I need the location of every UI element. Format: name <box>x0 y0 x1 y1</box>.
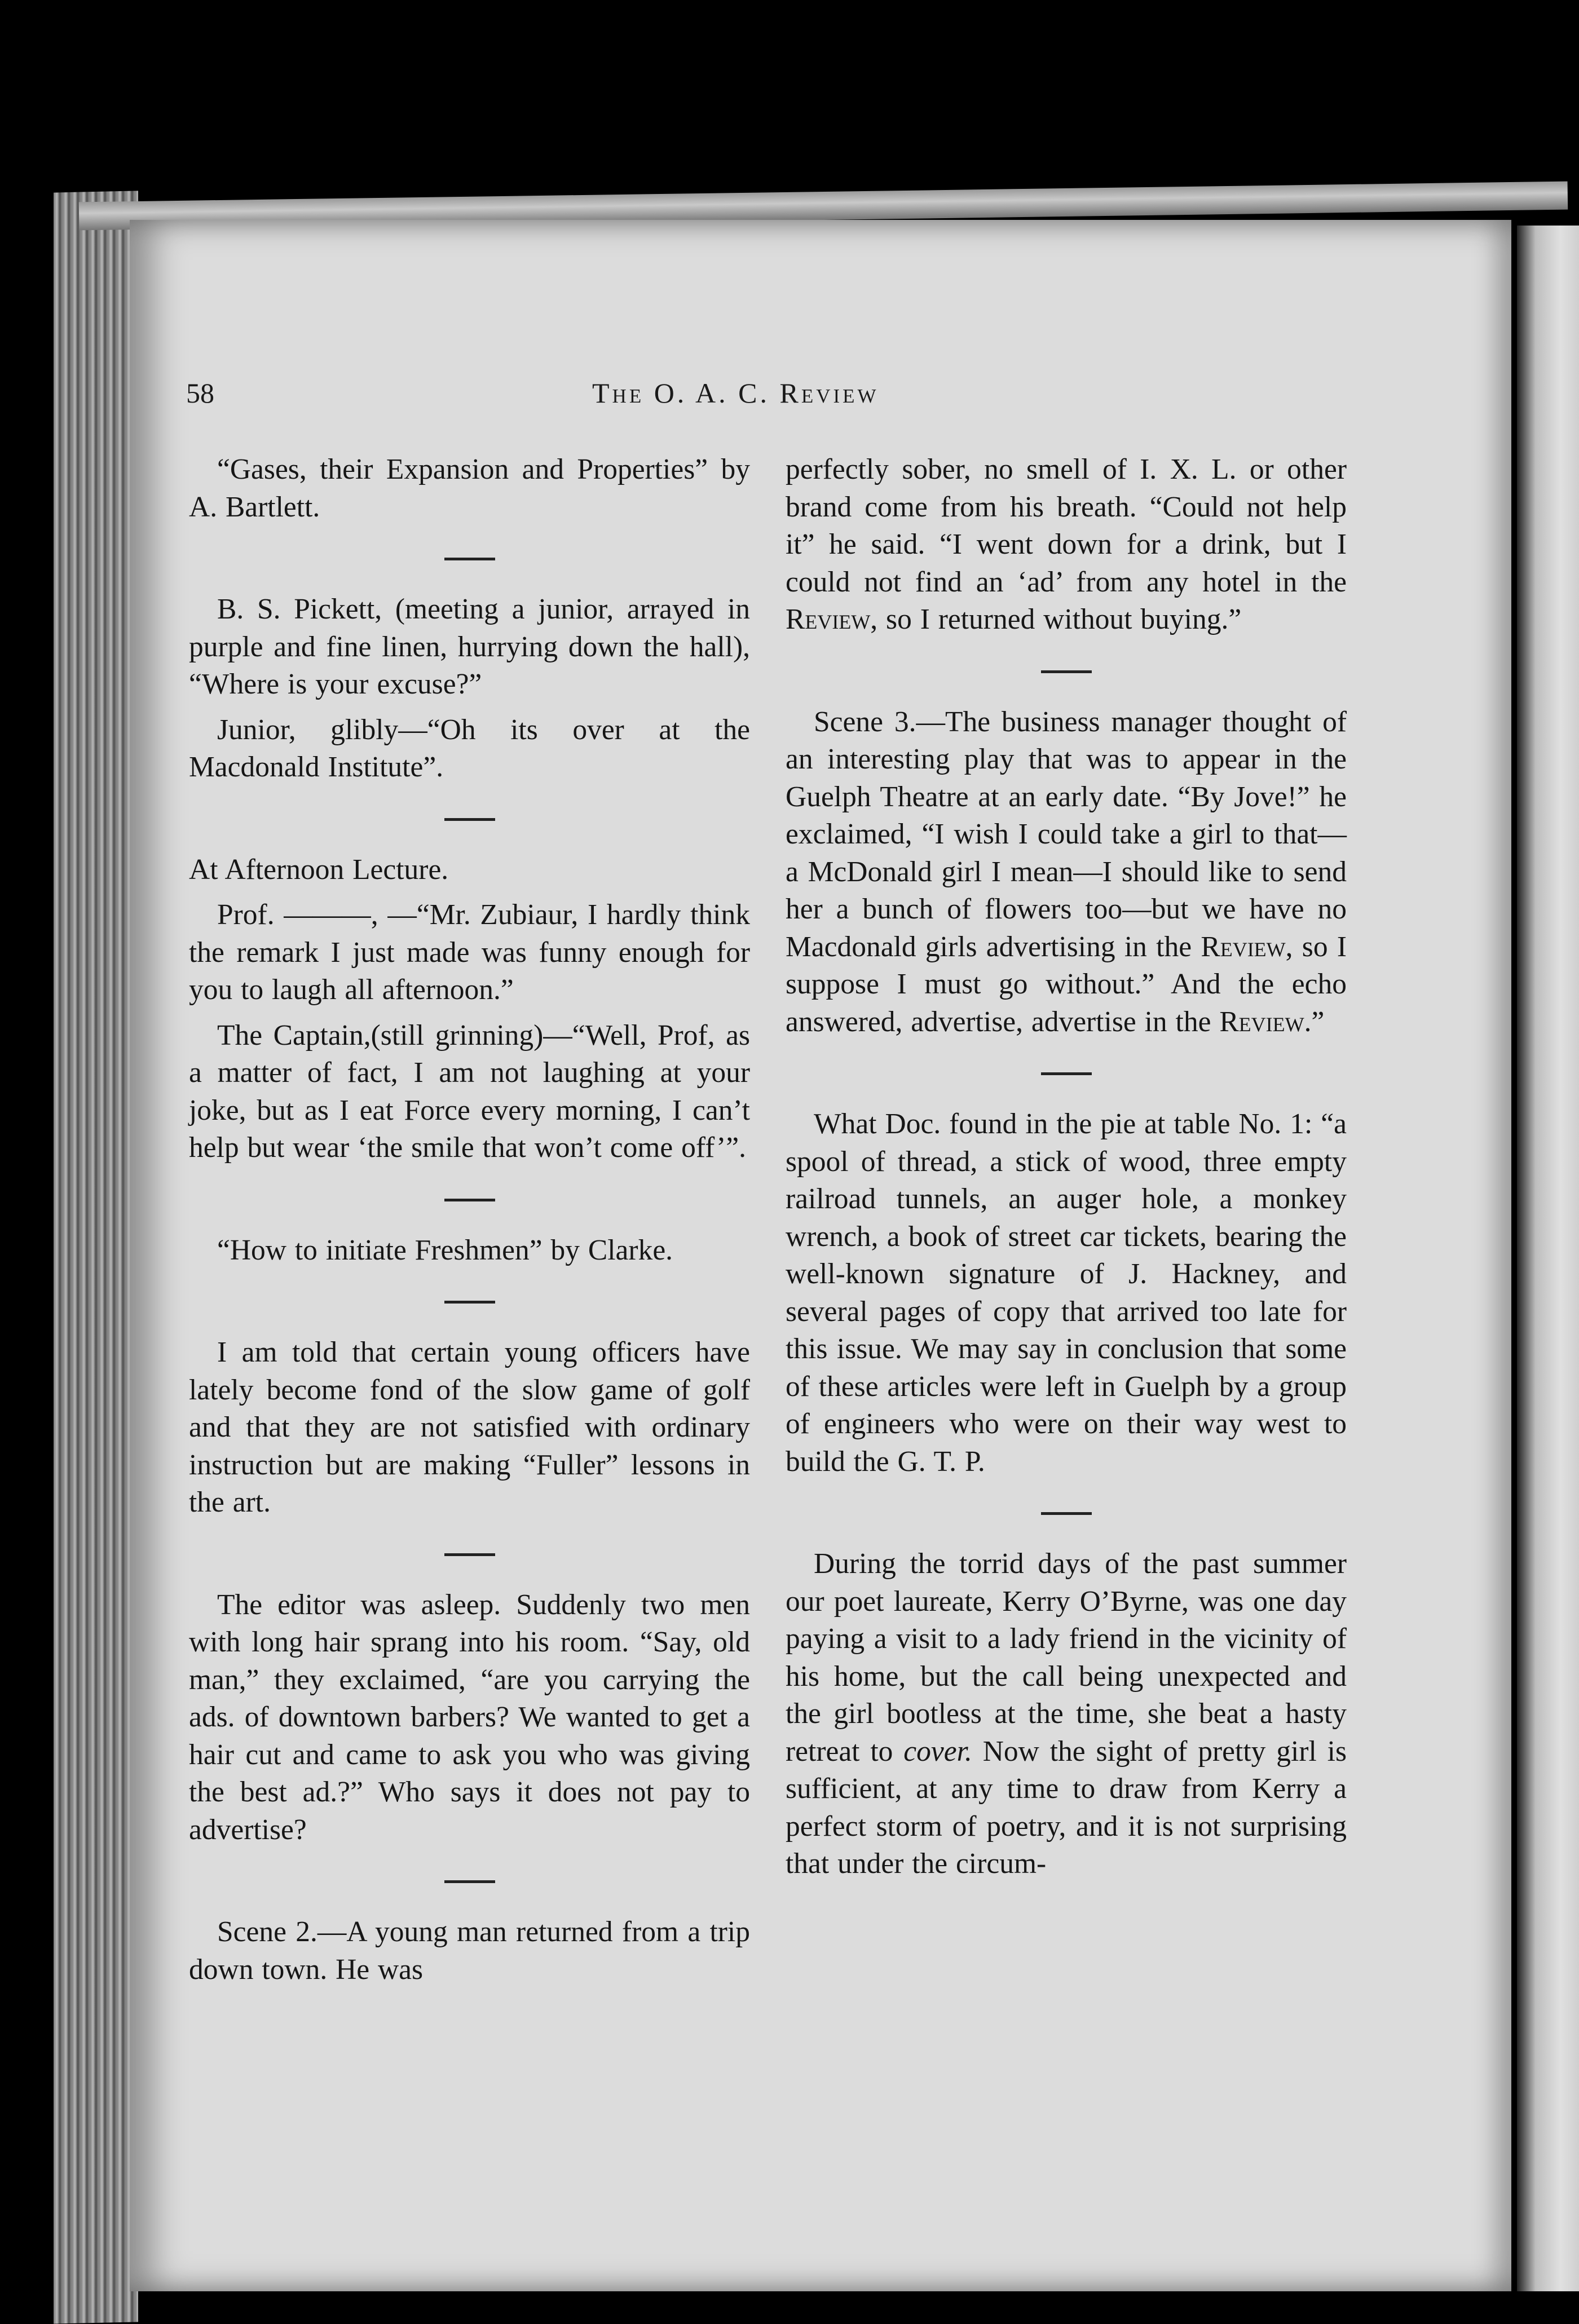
paragraph-prof: Prof. ———, —“Mr. Zubiaur, I hardly think the remark I just made was funny enough for you to laugh all afternoon.” <box>189 899 750 1006</box>
paragraph-editor: The editor was asleep. Suddenly two men with long hair sprang into his room. “Say, old man,” they exclaimed, “are you carrying the ads. of downtown barbers? We wanted to get a hair cut and came to ask you who was giving the best ad.?” Who says it does not pay to advertise? <box>189 1588 750 1846</box>
review-name: Review <box>1219 1005 1304 1038</box>
page-number: 58 <box>186 377 214 409</box>
paragraph-captain: The Captain,(still grinning)—“Well, Prof, as a matter of fact, I am not laughing at your joke, but as I eat Force every morning, I can’t help but wear ‘the smile that won’t come off’”. <box>189 1019 750 1164</box>
paragraph-pie: What Doc. found in the pie at table No. 1: “a spool of thread, a stick of wood, three empty railroad tunnels, an auger hole, a monkey wrench, a book of street car tickets, bearing the well-known signature of J. Hackney, and several pages of copy that arrived too late for this issue. We may say in conclusion that some of these articles were left in Guelph by a group of engineers who were on their way west to build the G. T. P. <box>786 1108 1347 1478</box>
page-header <box>186 377 1399 422</box>
paragraph-scene-3: Scene 3.—The business manager thought of an interesting play that was to appear in the Guelph Theatre at an early date. “By Jove!” he exclaimed, “I wish I could take a girl to that—a McDonald girl I mean—I should like to send her a bunch of flowers too—but we have no Macdonald girls advertising in the Review, so I suppose I must go without.” And the echo answered, advertise, advertise in the Review.” <box>786 705 1347 1038</box>
review-name: Review <box>1201 930 1286 963</box>
paragraph-scene-2-continued: perfectly sober, no smell of I. X. L. or other brand come from his breath. “Could not help it” he said. “I went down for a drink, but I could not find an ‘ad’ from any hotel in the Review, so I returned without buying.” <box>786 453 1347 635</box>
paragraph-golf: I am told that certain young officers have lately become fond of the slow game of golf and that they are not satisfied with ordinary instruction but are making “Fuller” lessons in the art. <box>189 1336 750 1518</box>
adjacent-page <box>1517 226 1579 2291</box>
paragraph-freshmen: “How to initiate Freshmen” by Clarke. <box>217 1234 673 1266</box>
paragraph-scene-2: Scene 2.—A young man returned from a trip down town. He was <box>189 1916 750 1986</box>
paragraph-afternoon-lecture: At Afternoon Lecture. <box>189 853 449 886</box>
section-rule <box>444 818 495 821</box>
running-title: The O. A. C. Review <box>592 377 879 409</box>
section-rule <box>444 1880 495 1883</box>
paragraph-pickett: B. S. Pickett, (meeting a junior, arrayed in purple and fine linen, hurrying down the hall), “Where is your excuse?” <box>189 593 750 700</box>
section-rule <box>1041 670 1092 673</box>
section-rule <box>444 1553 495 1556</box>
section-rule <box>1041 1072 1092 1075</box>
section-rule <box>1041 1512 1092 1515</box>
section-rule <box>444 1301 495 1304</box>
paragraph-junior: Junior, glibly—“Oh its over at the Macdonald Institute”. <box>189 713 750 783</box>
section-rule <box>444 1199 495 1201</box>
left-column <box>189 451 750 1989</box>
paragraph-gases: “Gases, their Expansion and Properties” by A. Bartlett. <box>189 453 750 523</box>
right-column <box>786 451 1347 1883</box>
section-rule <box>444 558 495 560</box>
italic-cover: cover. <box>903 1735 972 1768</box>
book-page-edges <box>54 191 138 2323</box>
paragraph-poet-laureate: During the torrid days of the past summer our poet laureate, Kerry O’Byrne, was one day paying a visit to a lady friend in the vicinity of his home, but the call being unexpected and the girl bootless at the time, she beat a hasty retreat to cover. Now the sight of pretty girl is sufficient, at any time to draw from Kerry a perfect storm of poetry, and it is not surprising that under the circum- <box>786 1548 1347 1880</box>
review-name: Review <box>786 603 871 635</box>
